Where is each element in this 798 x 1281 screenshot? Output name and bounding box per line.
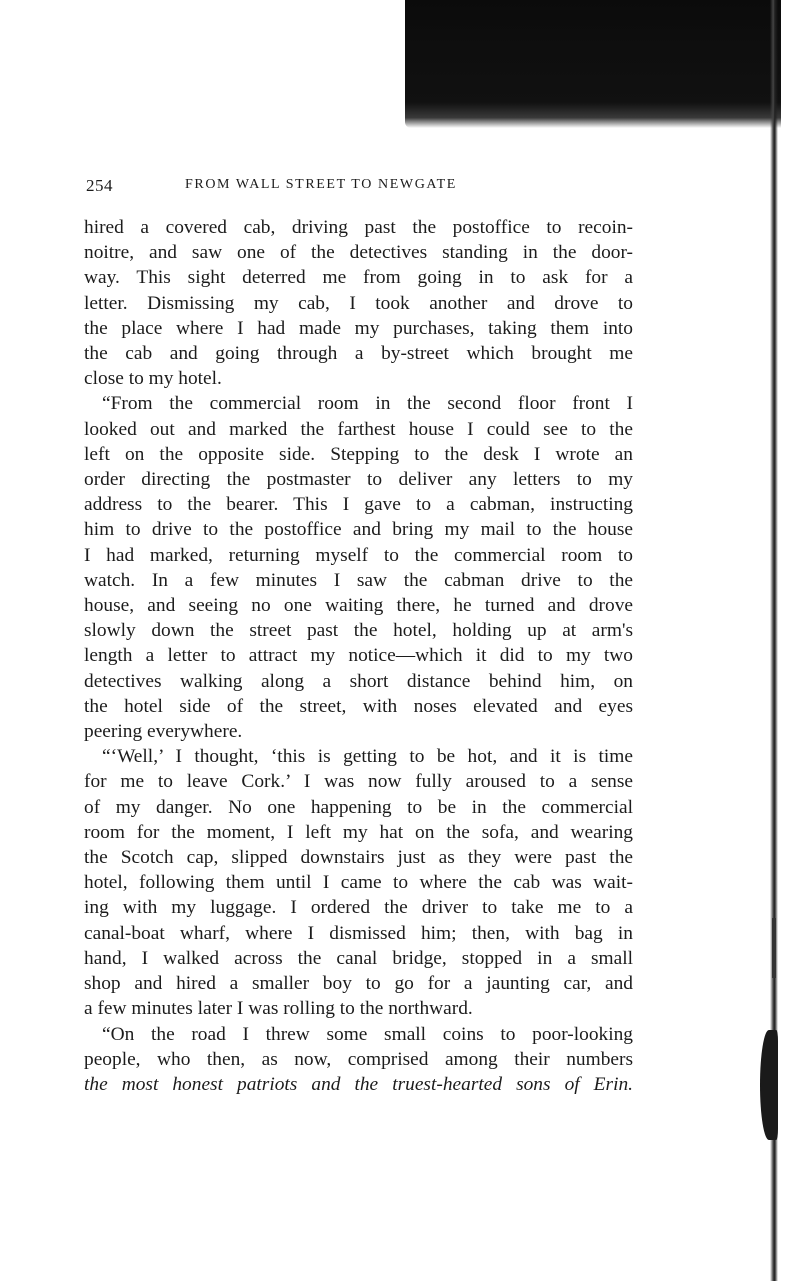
- text-line: order directing the postmaster to deliver any letters to my: [84, 469, 633, 491]
- text-line: the hotel side of the street, with noses elevated and eyes: [84, 695, 633, 717]
- text-line: length a letter to attract my notice—which it did to my two: [84, 645, 633, 667]
- text-line: hand, I walked across the canal bridge, stopped in a small: [84, 947, 633, 969]
- text-line: address to the bearer. This I gave to a cabman, instructing: [84, 494, 633, 516]
- text-line: left on the opposite side. Stepping to the desk I wrote an: [84, 443, 633, 465]
- text-line: “From the commercial room in the second floor front I: [102, 393, 633, 415]
- text-line: the Scotch cap, slipped downstairs just as they were past the: [84, 847, 633, 869]
- text-line: “On the road I threw some small coins to poor-looking: [102, 1023, 633, 1045]
- text-line: hired a covered cab, driving past the postoffice to recoin-: [84, 217, 633, 238]
- text-line: for me to leave Cork.’ I was now fully aroused to a sense: [84, 771, 633, 793]
- text-line: close to my hotel.: [84, 368, 222, 390]
- text-line: the cab and going through a by-street which brought me: [84, 343, 633, 365]
- text-line: of my danger. No one happening to be in the commercial: [84, 796, 633, 818]
- text-line: watch. In a few minutes I saw the cabman drive to the: [84, 569, 633, 591]
- running-title: FROM WALL STREET TO NEWGATE: [185, 177, 457, 192]
- text-line: people, who then, as now, comprised among their numbers: [84, 1048, 633, 1070]
- text-line: ing with my luggage. I ordered the driver to take me to a: [84, 897, 633, 919]
- body-text: [84, 215, 633, 1097]
- text-line: canal-boat wharf, where I dismissed him; then, with bag in: [84, 922, 633, 944]
- text-line: him to drive to the postoffice and bring my mail to the house: [84, 519, 633, 541]
- text-line: shop and hired a smaller boy to go for a jaunting car, and: [84, 973, 633, 995]
- text-line: I had marked, returning myself to the commercial room to: [84, 544, 633, 566]
- text-line: a few minutes later I was rolling to the northward.: [84, 998, 473, 1020]
- text-line: room for the moment, I left my hat on the sofa, and wearing: [84, 821, 633, 843]
- text-line: “‘Well,’ I thought, ‘this is getting to be hot, and it is time: [102, 746, 633, 768]
- text-line: slowly down the street past the hotel, holding up at arm's: [84, 620, 633, 642]
- text-line: the place where I had made my purchases, taking them into: [84, 317, 633, 339]
- page-number: 254: [86, 176, 113, 195]
- scan-shadow-top-right: [405, 0, 781, 128]
- text-line: peering everywhere.: [84, 721, 243, 743]
- text-line: hotel, following them until I came to where the cab was wait-: [84, 872, 633, 894]
- text-line: way. This sight deterred me from going in to ask for a: [84, 267, 633, 289]
- text-line: noitre, and saw one of the detectives standing in the door-: [84, 242, 633, 264]
- running-head: [86, 176, 631, 198]
- scan-edge-mark: [772, 918, 776, 978]
- text-line: house, and seeing no one waiting there, he turned and drove: [84, 595, 633, 617]
- scan-edge-blot: [760, 1030, 778, 1140]
- text-line: detectives walking along a short distance behind him, on: [84, 670, 633, 692]
- text-line: letter. Dismissing my cab, I took another and drove to: [84, 292, 633, 314]
- text-line: the most honest patriots and the truest-hearted sons of Erin.: [84, 1073, 633, 1095]
- text-line: looked out and marked the farthest house I could see to the: [84, 418, 633, 440]
